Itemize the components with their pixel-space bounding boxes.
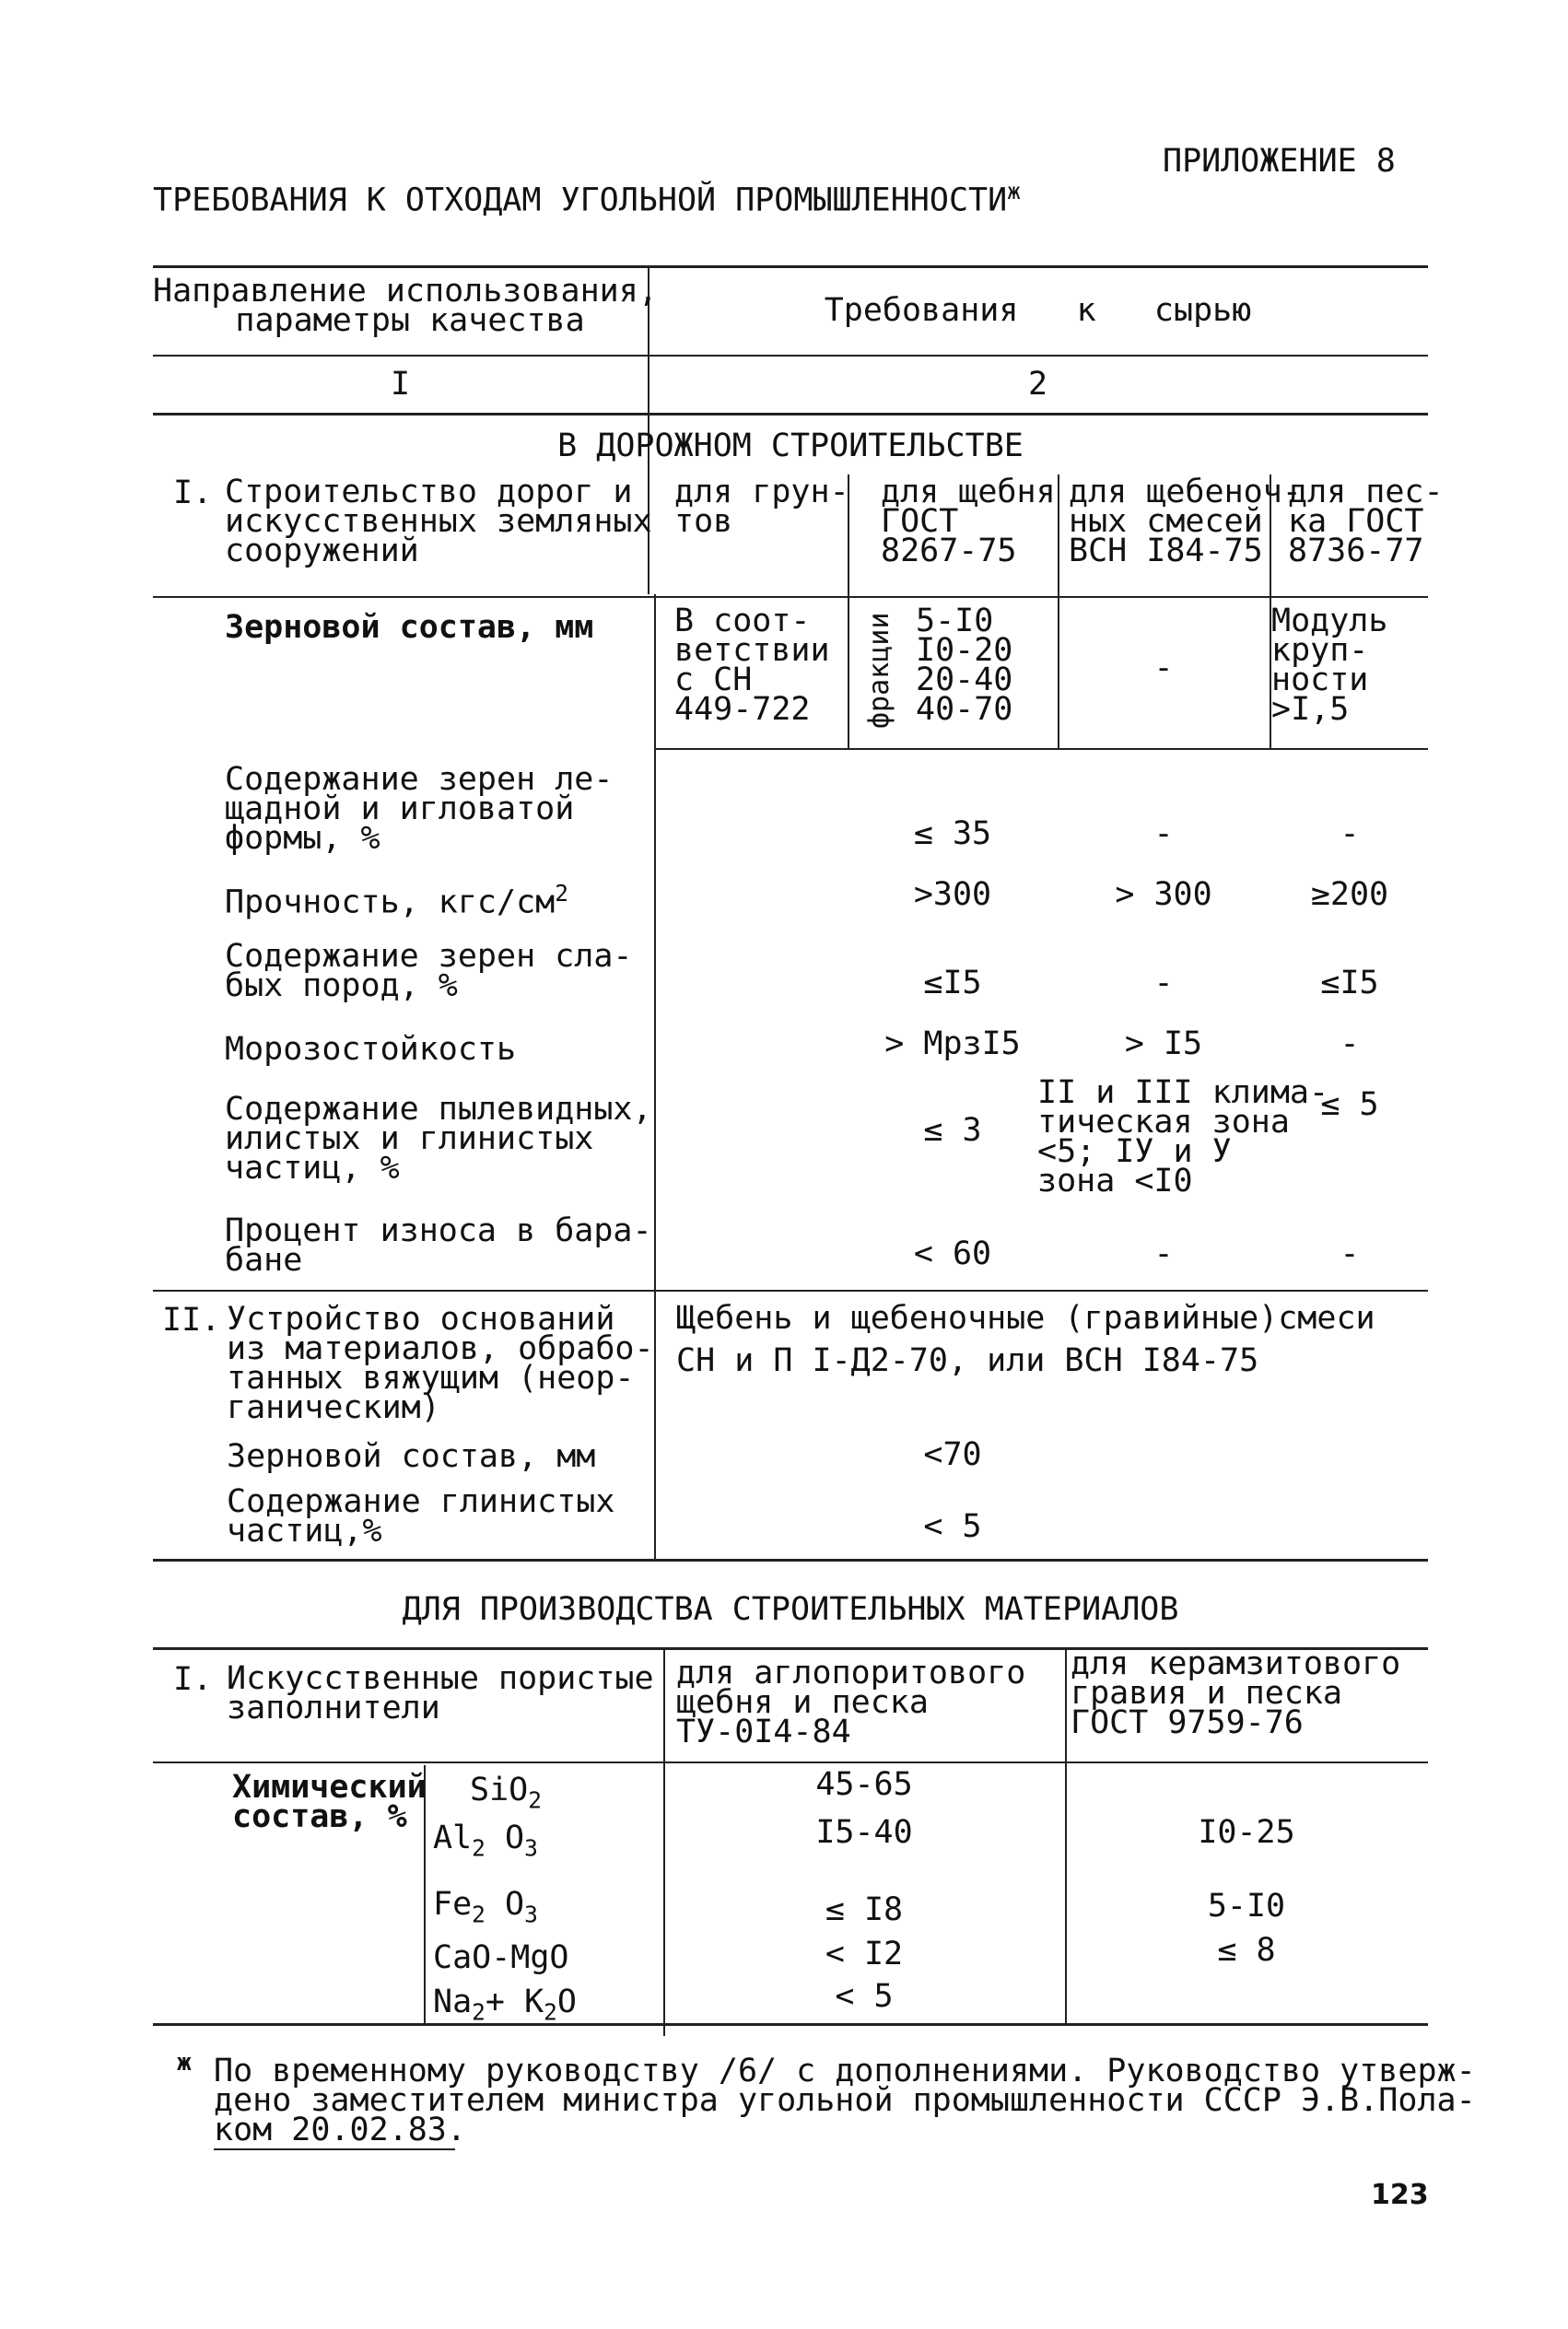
formula-na2k2o-sub2: 2 [544, 1998, 557, 2026]
formula-sio2-base: SiO [470, 1772, 529, 1808]
row-frost-v4: - [1340, 1025, 1360, 1062]
table2-text: Искусственные пористые заполнители [227, 1660, 654, 1726]
formula-fe2o3-sub1: 2 [472, 1901, 486, 1928]
fractions-label: фракции [863, 612, 895, 730]
sub-sand: для пес- ка ГОСТ 8736-77 [1288, 474, 1444, 569]
item2-req1: Щебень и щебеночные (гравийные)смеси [676, 1300, 1375, 1337]
formula-sio2-sub: 2 [528, 1786, 542, 1814]
item1-text: Строительство дорог и искусственных земляных сооружений [225, 474, 652, 569]
table1-top-rule [153, 265, 1428, 268]
footnote-underline [214, 2148, 455, 2150]
row-weak-v2: ≤I5 [923, 965, 982, 1001]
al2o3-v1: I5-40 [815, 1814, 913, 1851]
row-flaky-v3: - [1153, 815, 1174, 852]
formula-fe2o3 [433, 1886, 538, 1928]
item2-clay-label: Содержание глинистых частиц,% [227, 1483, 615, 1550]
formula-al2o3-sub1: 2 [472, 1834, 486, 1862]
item2-rule [153, 1290, 1428, 1292]
page-number: 123 [1371, 2179, 1429, 2211]
table2-number: I. [173, 1661, 213, 1698]
camgo-v1: < I2 [825, 1936, 904, 1972]
table1-bottom-rule [153, 1559, 1428, 1562]
formula-na2k2o [433, 1986, 577, 2024]
formula-camgo: CaO-MgO [433, 1939, 569, 1976]
formula-fe2o3-base: Fe [433, 1886, 473, 1923]
footnote-mark: ж [177, 2049, 192, 2077]
row-wear-v2: < 60 [913, 1235, 992, 1272]
row-strength-sup: 2 [555, 880, 568, 907]
grain-mixtures: - [1153, 650, 1174, 686]
table1-head-rule [153, 355, 1428, 357]
formula-sio2 [470, 1774, 542, 1812]
grain-label: Зерновой состав, мм [225, 609, 594, 646]
grain-fractions: 5-I0 I0-20 20-40 40-70 [916, 603, 1013, 728]
section-road: В ДОРОЖНОМ СТРОИТЕЛЬСТВЕ [557, 427, 1024, 464]
item2-clay-value: < 5 [923, 1508, 982, 1545]
formula-al2o3 [433, 1822, 538, 1860]
row-weak-label: Содержание зерен сла- бых пород, % [225, 938, 633, 1004]
row-dust-label: Содержание пылевидных, илистых и глинистых частиц, % [225, 1091, 652, 1187]
col2-header: Требования к сырью [824, 292, 1252, 329]
sub-divider-2 [1058, 474, 1059, 748]
row-strength-v2: >300 [913, 876, 992, 913]
row-strength-v4: ≥200 [1310, 876, 1389, 913]
table2-keramzite: для керамзитового гравия и песка ГОСТ 9759-76 [1071, 1645, 1401, 1741]
row-flaky-v2: ≤ 35 [913, 815, 992, 852]
item2-grain-label: Зерновой состав, мм [227, 1438, 596, 1475]
al2o3-v2: I0-25 [1198, 1814, 1295, 1851]
row-weak-v3: - [1153, 965, 1174, 1001]
item1-subhead-rule [153, 596, 1428, 598]
col2-number: 2 [1027, 366, 1048, 403]
footnote-text: По временному руководству /6/ с дополнениями. Руководство утверж- дено заместителем министра угольной промышленности СССР Э.В.Пола- ком 20.02.83. [214, 2053, 1476, 2148]
row-wear-v4: - [1340, 1235, 1360, 1272]
row-dust-v4: ≤ 5 [1320, 1086, 1379, 1123]
section-materials: ДЛЯ ПРОИЗВОДСТВА СТРОИТЕЛЬНЫХ МАТЕРИАЛОВ [402, 1591, 1179, 1628]
row-flaky-label: Содержание зерен ле- щадной и игловатой формы, % [225, 761, 614, 857]
row-frost-v3: > I5 [1124, 1025, 1203, 1062]
row-strength-label [225, 880, 568, 921]
row-dust-v3: II и III клима- тическая зона <5; IУ и У зона <I0 [1037, 1074, 1329, 1200]
table2-agloporite: для аглопоритового щебня и песка ТУ-0I4-84 [676, 1655, 1026, 1750]
col1-number: I [390, 366, 411, 403]
table1-num-rule [153, 413, 1428, 415]
table1-col-divider-lower [654, 594, 656, 1559]
row-strength-v3: > 300 [1115, 876, 1212, 913]
row-wear-v3: - [1153, 1235, 1174, 1272]
sub-crushed-stone: для щебня ГОСТ 8267-75 [881, 474, 1056, 569]
row-frost-v2: > МрзI5 [884, 1025, 1021, 1062]
item1-number: I. [173, 474, 213, 511]
col1-header: Направление использования, параметры качества [153, 273, 658, 339]
fe2o3-v2: 5-I0 [1207, 1888, 1286, 1925]
camgo-v2: ≤ 8 [1217, 1932, 1276, 1969]
item2-number: II. [162, 1302, 221, 1339]
formula-na2k2o-sub1: 2 [472, 1998, 486, 2026]
sio2-v1: 45-65 [815, 1766, 913, 1803]
table2-bottom-rule [153, 2023, 1428, 2026]
sub-mixtures: для щебеноч- ных смесей ВСН I84-75 [1069, 474, 1302, 569]
sub-soils: для грун- тов [674, 474, 849, 540]
formula-fe2o3-sub2: 3 [524, 1901, 538, 1928]
item2-text: Устройство оснований из материалов, обрабо- танных вяжущим (неор- ганическим) [227, 1301, 654, 1426]
row-dust-v2: ≤ 3 [923, 1112, 982, 1149]
formula-na2k2o-base: Na [433, 1984, 473, 2020]
title-footnote-mark: ж [1007, 178, 1021, 205]
item2-req2: СН и П I-Д2-70, или ВСН I84-75 [676, 1342, 1259, 1379]
formula-al2o3-base: Al [433, 1820, 473, 1856]
formula-fe2o3-o: O [485, 1886, 525, 1923]
fe2o3-v1: ≤ I8 [825, 1891, 904, 1928]
formula-al2o3-sub2: 3 [524, 1834, 538, 1862]
table2-head-rule [153, 1761, 1428, 1763]
grain-row-rule [654, 748, 1428, 750]
formula-na2k2o-k: + K [485, 1984, 544, 2020]
page-title [153, 178, 1021, 219]
row-strength-text: Прочность, кгс/см [225, 884, 556, 921]
chem-label: Химический состав, % [232, 1769, 427, 1835]
formula-na2k2o-o: O [556, 1984, 577, 2020]
formula-al2o3-o: O [485, 1820, 525, 1856]
row-frost-label: Морозостойкость [225, 1031, 517, 1068]
row-weak-v4: ≤I5 [1320, 965, 1379, 1001]
row-wear-label: Процент износа в бара- бане [225, 1212, 652, 1279]
na2k2o-v1: < 5 [835, 1978, 894, 2015]
grain-soils: В соот- ветствии с СН 449-722 [674, 603, 830, 728]
row-flaky-v4: - [1340, 815, 1360, 852]
page-title-text: ТРЕБОВАНИЯ К ОТХОДАМ УГОЛЬНОЙ ПРОМЫШЛЕННОСТИ [153, 181, 1008, 219]
grain-sand: Модуль круп- ности >I,5 [1271, 603, 1388, 728]
item2-grain-value: <70 [923, 1436, 982, 1473]
appendix-label: ПРИЛОЖЕНИЕ 8 [1163, 143, 1396, 180]
